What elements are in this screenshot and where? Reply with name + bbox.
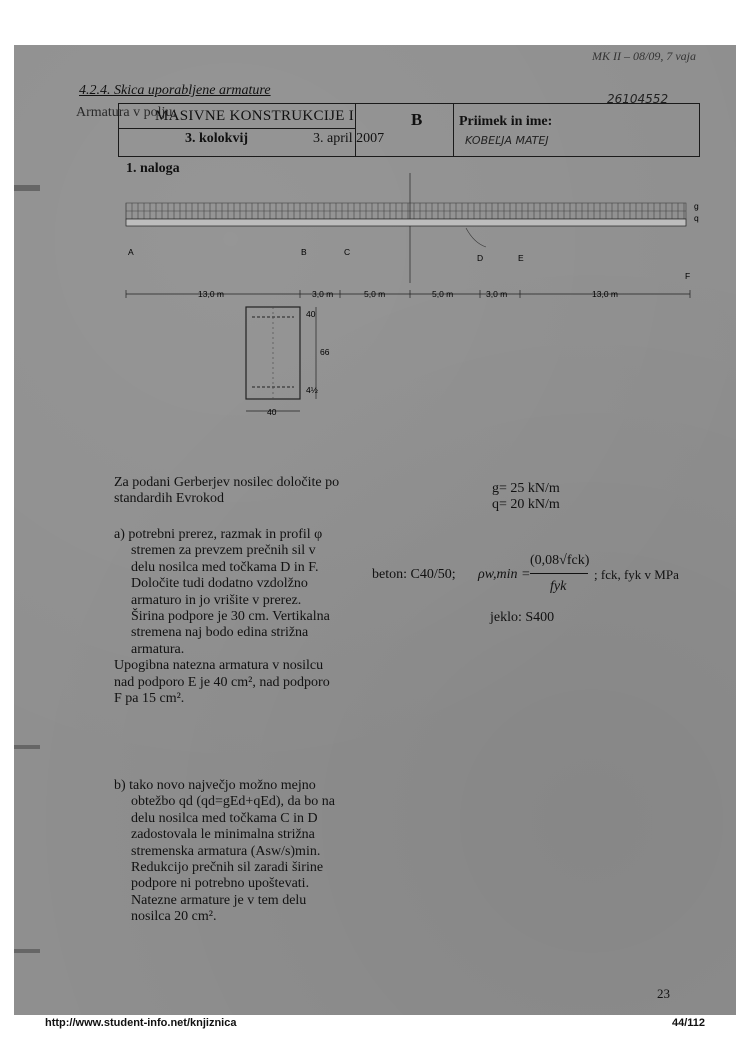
part-a-line: armatura.: [131, 641, 185, 657]
exam-name: 3. kolokvij: [185, 131, 249, 146]
handwritten-id: 26104552: [607, 92, 669, 106]
armatura-label: Armatura v polju:: [76, 105, 177, 120]
formula-numerator: (0,08√fck): [530, 553, 590, 568]
cross-section: [236, 303, 356, 423]
beam-body: [126, 219, 686, 226]
footer-url[interactable]: http://www.student-info.net/knjiznica: [45, 1017, 237, 1029]
point-F: F: [685, 271, 691, 281]
part-a-line: F pa 15 cm².: [114, 691, 185, 707]
intro-line: Za podani Gerberjev nosilec določite po: [114, 475, 340, 490]
part-a-text: [114, 527, 376, 707]
formula-denominator: fyk: [550, 579, 567, 594]
load-g: g= 25 kN/m: [492, 481, 560, 496]
point-A: A: [128, 247, 134, 257]
handwritten-name: KOBEĽJA MATEJ: [465, 134, 549, 147]
exam-group: B: [411, 110, 423, 129]
span-1: 13,0 m: [198, 289, 224, 299]
span-4: 5,0 m: [432, 289, 454, 299]
title-cell-group: [357, 104, 454, 156]
bottom-cover: 4½: [306, 385, 318, 395]
name-label: Priimek in ime:: [459, 114, 553, 129]
part-b-line: Natezne armature je v tem delu: [131, 892, 307, 908]
section-height: 66: [320, 347, 330, 357]
part-a-line: Širina podpore je 30 cm. Vertikalna: [131, 609, 330, 625]
materials-formula: [372, 553, 712, 603]
left-edge-mark: [14, 185, 40, 191]
title-divider: [119, 128, 355, 129]
part-a-line: Določite tudi dodatno vzdolžno: [131, 576, 308, 592]
part-b-line: b) tako novo največjo možno mejno: [114, 778, 316, 793]
point-C: C: [344, 247, 351, 257]
load-values: [492, 481, 560, 514]
header-ref: MK II – 08/09, 7 vaja: [592, 49, 696, 63]
section-width: 40: [267, 407, 277, 417]
span-3: 5,0 m: [364, 289, 386, 299]
part-b-line: Redukcijo prečnih sil zaradi širine: [131, 860, 324, 876]
part-a-line: Upogibna natezna armatura v nosilcu: [114, 658, 324, 674]
left-edge-mark: [14, 949, 40, 953]
part-a-line: delu nosilca med točkama D in F.: [131, 559, 319, 575]
hinge-mark: [466, 228, 486, 247]
page-number: 23: [657, 986, 670, 1001]
part-b-line: obtežbo qd (qd=gEd+qEd), da bo na: [131, 794, 335, 810]
part-b-line: delu nosilca med točkama C in D: [131, 810, 318, 826]
top-cover: 40: [306, 309, 316, 319]
task-label: 1. naloga: [126, 161, 180, 176]
part-a-line: a) potrebni prerez, razmak in profil φ: [114, 527, 323, 542]
part-b-line: nosilca 20 cm².: [131, 909, 217, 925]
span-5: 3,0 m: [486, 289, 508, 299]
title-block: [118, 92, 700, 157]
section-title: 4.2.4. Skica uporabljene armature: [79, 83, 271, 98]
point-E: E: [518, 253, 524, 263]
intro-line: standardih Evrokod: [114, 491, 225, 507]
part-b-line: zadostovala le minimalna strižna: [131, 827, 315, 843]
course-title: MASIVNE KONSTRUKCIJE I: [155, 108, 355, 124]
part-a-line: stremen za prevzem prečnih sil v: [131, 543, 316, 559]
fraction-bar: [530, 573, 588, 574]
point-B: B: [301, 247, 307, 257]
load-q: q= 20 kN/m: [492, 497, 560, 513]
beton-label: beton: C40/50;: [372, 567, 456, 582]
part-a-line: stremena naj bodo edina strižna: [131, 625, 309, 641]
distributed-load: [126, 203, 686, 219]
beam-sketch: [114, 173, 714, 313]
scanned-page: [14, 45, 736, 1015]
span-6: 13,0 m: [592, 289, 618, 299]
load-label-g: g: [694, 201, 699, 211]
part-b-line: podpore ni potrebno upoštevati.: [131, 876, 310, 892]
footer-page-count: 44/112: [671, 1017, 705, 1029]
intro-text: [114, 475, 339, 508]
exam-date: 3. april 2007: [313, 131, 385, 146]
part-b-line: stremenska armatura (Asw/s)min.: [131, 843, 321, 859]
rho-label: ρw,min =: [478, 567, 531, 582]
part-b-text: [114, 778, 376, 926]
part-a-line: armaturo in jo vrišite v prerez.: [131, 592, 302, 608]
span-2: 3,0 m: [312, 289, 334, 299]
units-note: ; fck, fyk v MPa: [594, 567, 679, 582]
left-edge-mark: [14, 745, 40, 749]
load-label-q: q: [694, 213, 699, 223]
point-D: D: [477, 253, 484, 263]
steel-grade: jeklo: S400: [490, 610, 555, 625]
part-a-line: nad podporo E je 40 cm², nad podporo: [114, 674, 330, 690]
